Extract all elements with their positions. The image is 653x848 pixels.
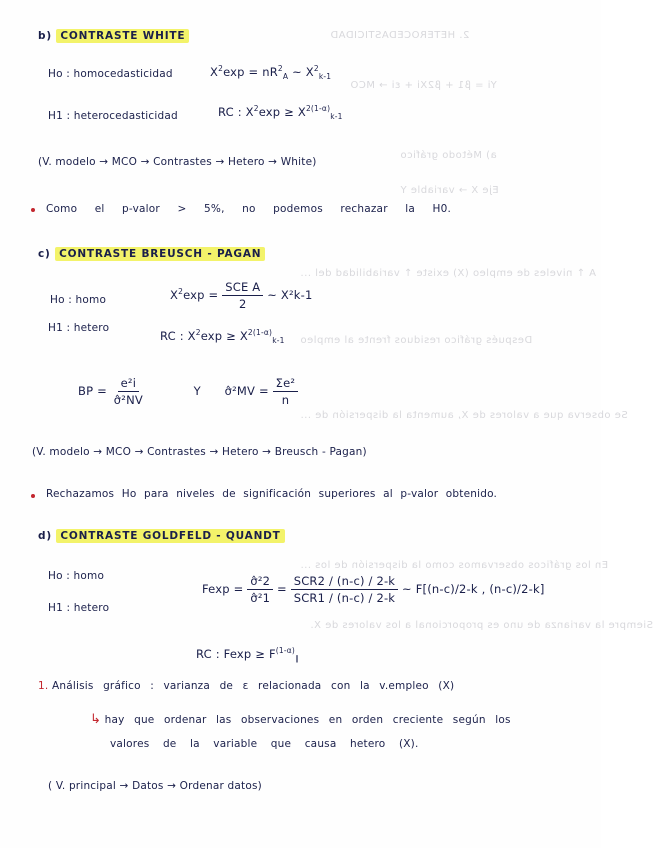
step-text: Análisis gráfico : varianza de ε relacionada con la v.empleo (X) xyxy=(51,680,455,692)
fraction-numerator: e²i xyxy=(118,376,139,392)
section-title: CONTRASTE BREUSCH - PAGAN xyxy=(55,247,265,261)
arrow-icon: ↳ xyxy=(90,712,102,727)
rc-sup: (1-α) xyxy=(310,104,331,113)
gq-rc xyxy=(196,646,299,663)
bp-formula xyxy=(78,376,298,407)
stat-mid-sub: A xyxy=(282,72,289,82)
rc-text: RC : Fexp ≥ F xyxy=(196,646,276,661)
sigma-fraction xyxy=(273,376,299,407)
bp-fraction xyxy=(222,280,263,311)
stat-mid: = nR xyxy=(248,64,278,79)
fexp-lhs: Fexp = xyxy=(202,582,244,596)
bullet-dot xyxy=(31,208,35,212)
bp-lhs: BP = xyxy=(78,384,107,398)
stat-symbol: X xyxy=(210,64,219,79)
rc-sub: k-1 xyxy=(272,336,285,346)
bp-statistic: $X^2\exp$ = $\frac{\text{SCE A}}{2}$ ~ X²k-1 xyxy=(170,280,313,311)
bullet-dot xyxy=(31,494,35,498)
section-letter: d) xyxy=(38,530,52,542)
section-heading-white xyxy=(38,30,189,42)
gq-step1 xyxy=(38,680,454,692)
rc-sup: (1-α) xyxy=(252,328,273,337)
white-h0: Ho : homocedasticidad xyxy=(48,68,173,80)
bp-h0: Ho : homo xyxy=(50,294,107,306)
bp-fraction xyxy=(111,376,146,407)
bleed-text: 2. HETEROCEDASTICIDAD xyxy=(330,30,470,41)
gq-step1-note xyxy=(90,712,511,727)
note-line-1: hay que ordenar las observaciones en orden creciente según los xyxy=(104,714,511,726)
section-letter: b) xyxy=(38,30,52,42)
bleed-text: En los gráficos observamos como la dispersión de los ... xyxy=(300,560,609,571)
sigma-lhs: σ̂²MV = xyxy=(224,384,269,398)
fraction-denominator: SCR1 / (n-c) / 2-k xyxy=(293,591,396,605)
section-title: CONTRASTE WHITE xyxy=(56,29,189,43)
bp-rc: RC : $X^2\exp \ge X^{2(1-\alpha)}_{k-1}$ xyxy=(160,328,285,346)
gq-statistic: Fexp = $\frac{\text{σ̂²2}}{\text{σ̂²1}}$ = $\frac{\text{SCR2 / (n-c) / 2-k}}{\text{SCR1 / (n-c) / 2-k}}$ ~ F[(n-c)/2-k , (n-c)/2-k] xyxy=(202,574,545,605)
section-title: CONTRASTE GOLDFELD - QUANDT xyxy=(56,529,284,543)
fraction-numerator: σ̂²2 xyxy=(247,574,273,590)
rc-sub: ∥ xyxy=(295,654,299,664)
bleed-text: Después gráfico residuos frente al empleo xyxy=(300,335,533,346)
gq-route: ( V. principal → Datos → Ordenar datos) xyxy=(48,780,262,792)
gq-h1: H1 : hetero xyxy=(48,602,110,614)
fraction-numerator: SCR2 / (n-c) / 2-k xyxy=(291,574,398,590)
white-conclusion: Como el p-valor > 5%, no podemos rechazar la H0. xyxy=(46,203,452,215)
rc-symbol: X xyxy=(245,104,254,119)
stat-rhs: ~ X xyxy=(292,64,314,79)
fraction-denominator: 2 xyxy=(239,297,247,311)
bleed-text: Yi = β1 + β2Xi + εi → MCO xyxy=(350,80,497,91)
bp-route: (V. modelo → MCO → Contrastes → Hetero → Breusch - Pagan) xyxy=(32,446,367,458)
rc-prefix: RC : xyxy=(160,328,184,343)
rc-sub: exp xyxy=(258,104,281,119)
stat-sub: exp xyxy=(223,64,245,79)
note-line-2: valores de la variable que causa hetero (X). xyxy=(110,738,419,750)
section-heading-gq xyxy=(38,530,285,542)
rc-rhs-sub: k-1 xyxy=(330,112,343,122)
rc-sup: (1-α) xyxy=(275,646,296,655)
fraction-numerator: Σe² xyxy=(273,376,299,392)
and-word: Y xyxy=(193,384,201,398)
bleed-text: Eje X → variable Y xyxy=(400,185,499,196)
bleed-text: Siempre la varianza de uno es proporcional a los valores de X. xyxy=(310,620,653,631)
bleed-text: a) Método gráfico xyxy=(400,150,497,161)
section-letter: c) xyxy=(38,248,51,260)
gq-h0: Ho : homo xyxy=(48,570,105,582)
bp-h1: H1 : hetero xyxy=(48,322,110,334)
white-rc: RC : $X^2\exp \ge X^{2(1-\alpha)}_{k-1}$ xyxy=(218,104,343,122)
stat-rhs: ~ X²k-1 xyxy=(267,288,313,302)
fraction-denominator: n xyxy=(281,393,290,407)
rc-prefix: RC : xyxy=(218,104,242,119)
stat-rhs-sub: k-1 xyxy=(318,72,332,82)
fraction-denominator: σ̂²NV xyxy=(113,393,143,407)
fraction-denominator: σ̂²1 xyxy=(250,591,271,605)
bleed-text: Se observa que a valores de X, aumenta la dispersión de ... xyxy=(300,410,628,421)
fraction-numerator: SCE A xyxy=(222,280,263,296)
white-route: (V. modelo → MCO → Contrastes → Hetero → White) xyxy=(38,156,317,168)
gq-distribution: ~ F[(n-c)/2-k , (n-c)/2-k] xyxy=(402,582,545,596)
bleed-text: A ↑ niveles de empleo (X) existe ↑ variabilidad del ... xyxy=(300,268,596,279)
gq-fraction-scr xyxy=(291,574,398,605)
bp-conclusion: Rechazamos Ho para niveles de significación superiores al p-valor obtenido. xyxy=(46,488,498,500)
section-heading-bp xyxy=(38,248,265,260)
white-statistic: $X^2\exp = nR^2_A$ ~ $X^2_{k-1}$ xyxy=(210,64,332,82)
step-number: 1. xyxy=(38,680,49,692)
gq-fraction-sigma xyxy=(247,574,273,605)
white-h1: H1 : heterocedasticidad xyxy=(48,110,178,122)
